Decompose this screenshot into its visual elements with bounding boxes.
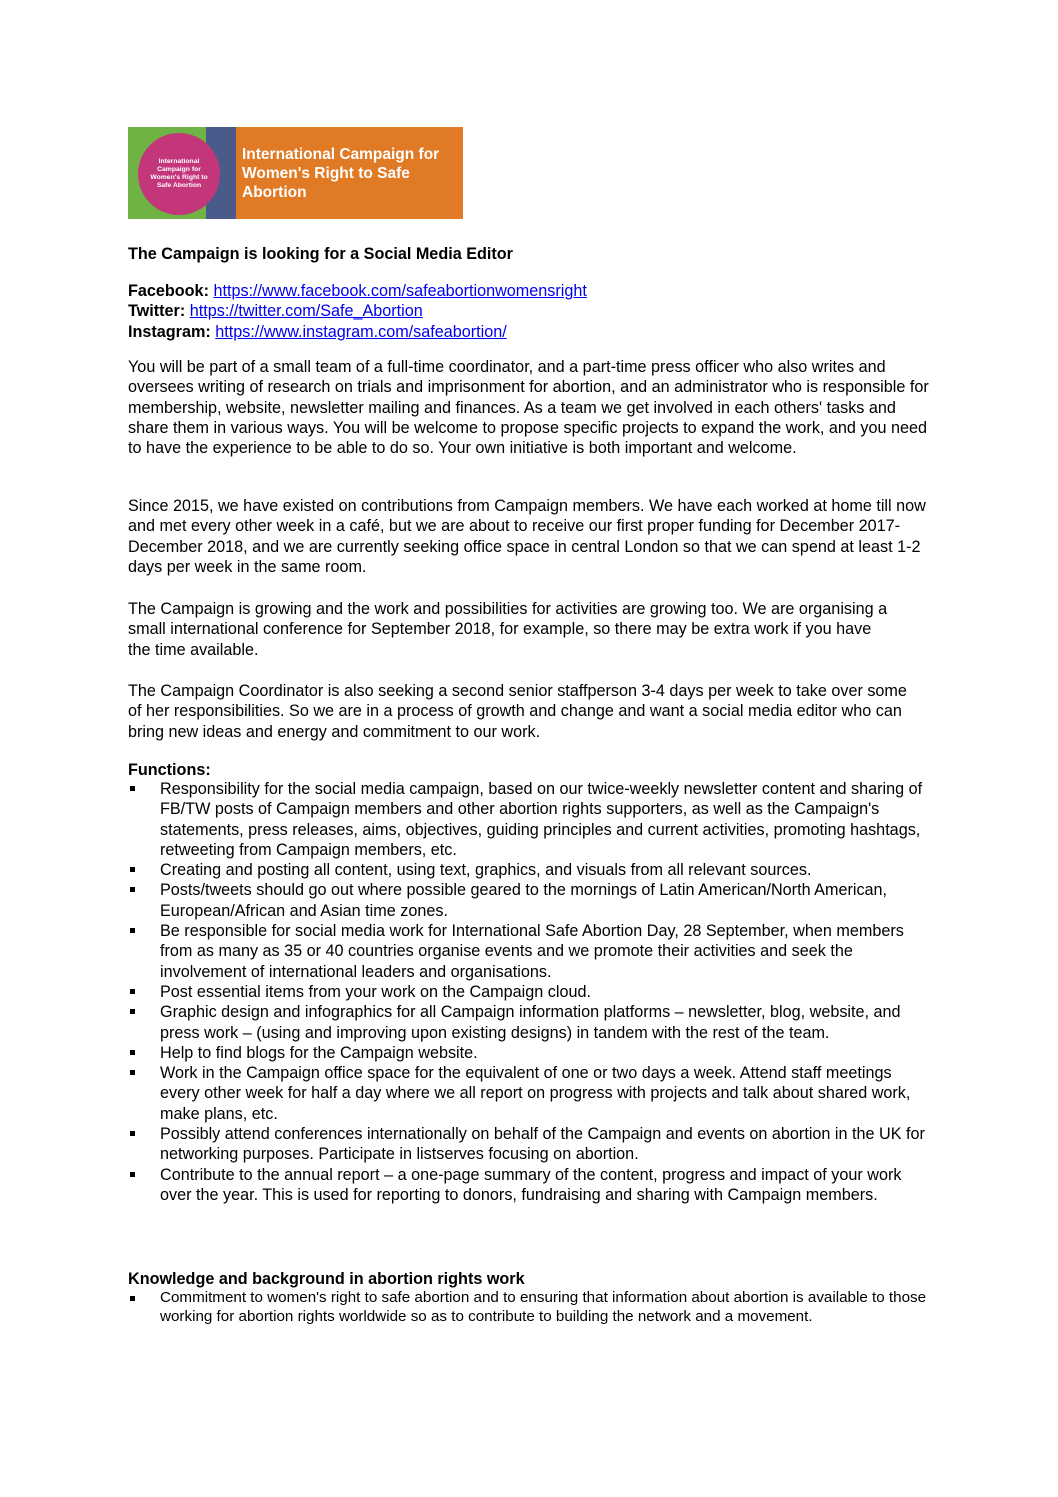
bullet-icon (130, 887, 135, 892)
bullet-icon (130, 1296, 135, 1301)
bullet-icon (130, 1070, 135, 1075)
list-item: Posts/tweets should go out where possible geared to the mornings of Latin American/North American, European/African and Asian time zones. (128, 880, 933, 921)
bullet-icon (130, 1172, 135, 1177)
facebook-label: Facebook: (128, 282, 209, 300)
bullet-icon (130, 928, 135, 933)
list-item: Creating and posting all content, using text, graphics, and visuals from all relevant sources. (128, 860, 933, 880)
bullet-icon (130, 989, 135, 994)
list-item: Possibly attend conferences internationally on behalf of the Campaign and events on abortion in the UK for networking purposes. Participate in listserves focusing on abortion. (128, 1124, 933, 1165)
facebook-line (128, 281, 587, 301)
list-item: Graphic design and infographics for all Campaign information platforms – newsletter, blog, website, and press work – (using and improving upon existing designs) in tandem with the rest of the team. (128, 1002, 933, 1043)
banner-orange-block (236, 127, 463, 219)
list-item: Post essential items from your work on the Campaign cloud. (128, 982, 933, 1002)
instagram-line (128, 322, 587, 342)
instagram-link[interactable]: https://www.instagram.com/safeabortion/ (215, 322, 507, 341)
paragraph-growth: The Campaign is growing and the work and possibilities for activities are growing too. We are organising a small international conference for September 2018, for example, so there may be extra work if you have the time available. (128, 600, 888, 659)
facebook-link[interactable]: https://www.facebook.com/safeabortionwomensright (213, 282, 587, 300)
banner-title-line2: Women's Right to Safe Abortion (242, 164, 410, 201)
paragraph-team: You will be part of a small team of a full-time coordinator, and a part-time press officer who also writes and oversees writing of research on trials and imprisonment for abortion, and an administrator who is responsible for membership, website, newsletter mailing and finances. As a team we get involved in each others' tasks and share them in various ways. You will be welcome to propose specific projects to expand the work, and you need to have the experience to be able to do so. Your own initiative is both important and welcome. (128, 358, 929, 458)
instagram-label: Instagram: (128, 322, 211, 341)
bullet-icon (130, 1009, 135, 1014)
list-item: Commitment to women's right to safe abortion and to ensuring that information about abortion is available to those working for abortion rights worldwide so as to contribute to building the network and a movement. (128, 1289, 928, 1327)
list-item: Responsibility for the social media campaign, based on our twice-weekly newsletter content and sharing of FB/TW posts of Campaign members and other abortion rights supporters, as well as the Campaign's statements, press releases, aims, objectives, guiding principles and current activities, promoting hashtags, retweeting from Campaign members, etc. (128, 779, 933, 860)
campaign-logo-banner (128, 127, 463, 219)
list-item: Be responsible for social media work for International Safe Abortion Day, 28 September, when members from as many as 35 or 40 countries organise events and we promote their activities and seek the involvement of international leaders and organisations. (128, 921, 933, 982)
bullet-icon (130, 1050, 135, 1055)
bullet-icon (130, 786, 135, 791)
list-item: Help to find blogs for the Campaign website. (128, 1043, 933, 1063)
list-item: Work in the Campaign office space for the equivalent of one or two days a week. Attend staff meetings every other week for half a day where we all report on progress with projects and talk about shared work, make plans, etc. (128, 1063, 933, 1124)
social-links (128, 281, 587, 342)
paragraph-coordinator: The Campaign Coordinator is also seeking a second senior staffperson 3-4 days per week to take over some of her responsibilities. So we are in a process of growth and change and want a social media editor who can bring new ideas and energy and commitment to our work. (128, 682, 907, 741)
twitter-line (128, 301, 587, 321)
banner-title-line1: International Campaign for (242, 145, 440, 163)
logo-circle-text: International Campaign for Women's Right to Safe Abortion (150, 158, 208, 189)
bullet-icon (130, 1131, 135, 1136)
functions-list (128, 779, 933, 1205)
campaign-logo-circle (138, 133, 220, 215)
knowledge-title: Knowledge and background in abortion rights work (128, 1270, 525, 1288)
bullet-icon (130, 867, 135, 872)
knowledge-list (128, 1289, 928, 1327)
paragraph-funding: Since 2015, we have existed on contributions from Campaign members. We have each worked at home till now and met every other week in a café, but we are about to receive our first proper funding for December 2017-December 2018, and we are currently seeking office space in central London so that we can spend at least 1-2 days per week in the same room. (128, 497, 926, 576)
list-item: Contribute to the annual report – a one-page summary of the content, progress and impact of your work over the year. This is used for reporting to donors, fundraising and sharing with Campaign members. (128, 1165, 933, 1206)
banner-title (242, 145, 463, 202)
twitter-link[interactable]: https://twitter.com/Safe_Abortion (189, 302, 423, 321)
twitter-label: Twitter: (128, 302, 186, 321)
page-title: The Campaign is looking for a Social Media Editor (128, 245, 513, 263)
functions-title: Functions: (128, 761, 211, 779)
